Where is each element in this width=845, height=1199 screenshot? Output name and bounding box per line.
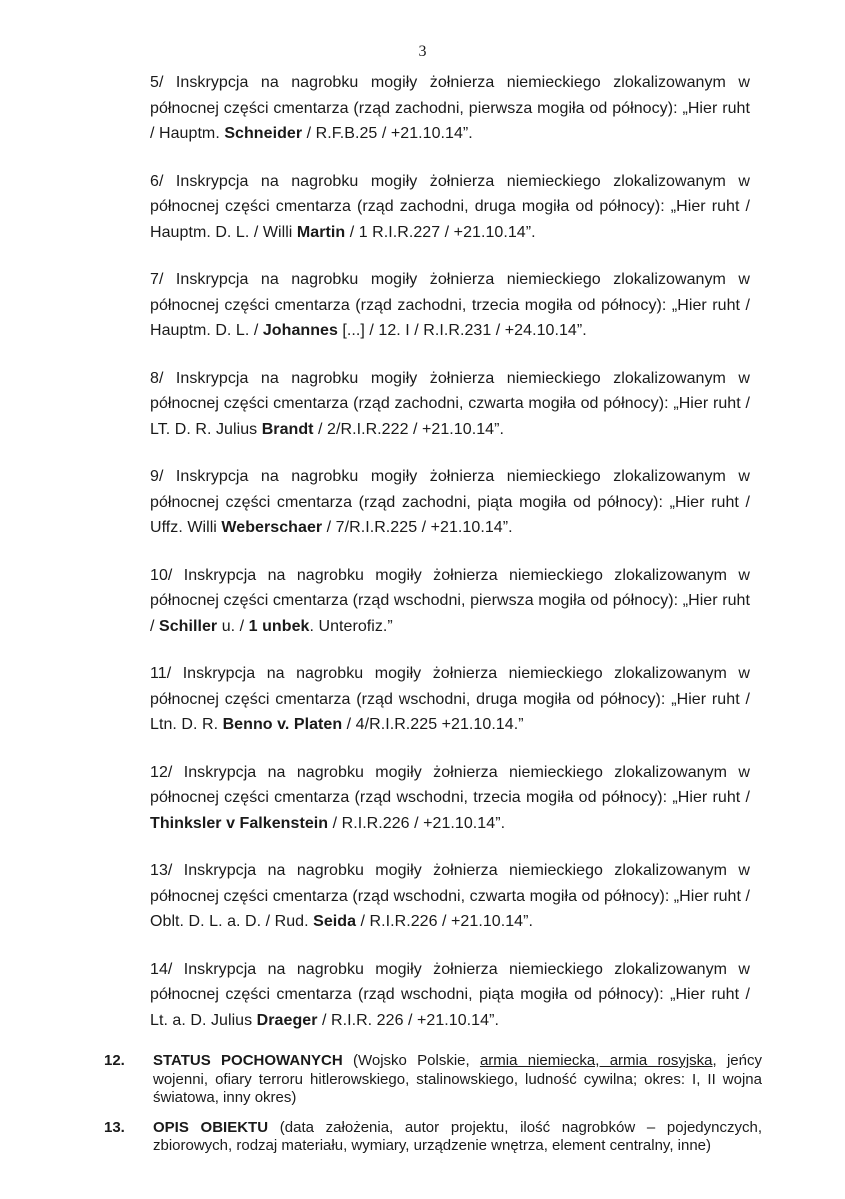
inscription-text: 13/ Inskrypcja na nagrobku mogiły żołnierza niemieckiego zlokalizowanym w północnej części cmentarza (rząd wschodni, czwarta mogiła od północy): „Hier ruht / Oblt. D. L. a. D. / Rud. bbox=[150, 862, 750, 930]
inscription-text: 14/ Inskrypcja na nagrobku mogiły żołnierza niemieckiego zlokalizowanym w północnej części cmentarza (rząd wschodni, piąta mogiła od północy): „Hier ruht / Lt. a. D. Julius bbox=[150, 960, 750, 1029]
inscription-entry-10 bbox=[150, 563, 750, 640]
section-text-end: , jeńcy wojenni, ofiary terroru hitlerowskiego, stalinowskiego, ludność cywilna; okres: I, II wojna światowa, inny okres) bbox=[153, 1052, 762, 1106]
inscription-text-mid: u. / bbox=[217, 617, 249, 635]
inscription-text-end: / R.I.R.226 / +21.10.14”. bbox=[328, 814, 506, 832]
section-description bbox=[104, 1119, 762, 1156]
soldier-name-second: 1 unbek bbox=[248, 617, 310, 635]
soldier-name: Thinksler v Falkenstein bbox=[150, 814, 329, 832]
inscription-text-end: / 4/R.I.R.225 +21.10.14.” bbox=[342, 716, 524, 733]
soldier-name: Brandt bbox=[261, 420, 314, 438]
section-number: 12. bbox=[104, 1052, 125, 1069]
inscription-entry-12 bbox=[150, 760, 750, 837]
soldier-name: Schneider bbox=[224, 125, 303, 142]
soldier-name: Seida bbox=[313, 913, 357, 930]
inscription-text-end: / 7/R.I.R.225 / +21.10.14”. bbox=[322, 519, 513, 536]
inscription-entry-13 bbox=[150, 858, 750, 935]
inscription-text-end: / R.F.B.25 / +21.10.14”. bbox=[302, 125, 473, 142]
inscription-text: 10/ Inskrypcja na nagrobku mogiły żołnierza niemieckiego zlokalizowanym w północnej części cmentarza (rząd wschodni, pierwsza mogiła od północy): „Hier ruht / bbox=[150, 566, 750, 635]
inscription-text-end: / R.I.R.226 / +21.10.14”. bbox=[356, 913, 533, 930]
section-text: (Wojsko Polskie, bbox=[342, 1052, 480, 1069]
inscription-entry-9 bbox=[150, 464, 750, 541]
soldier-name: Martin bbox=[296, 223, 346, 241]
inscription-entry-5 bbox=[150, 70, 750, 147]
inscription-entry-11 bbox=[150, 661, 750, 738]
inscription-text: 9/ Inskrypcja na nagrobku mogiły żołnierza niemieckiego zlokalizowanym w północnej części cmentarza (rząd zachodni, piąta mogiła od północy): „Hier ruht / Uffz. Willi bbox=[150, 468, 750, 536]
page-number: 3 bbox=[418, 43, 427, 60]
inscription-text: 6/ Inskrypcja na nagrobku mogiły żołnierza niemieckiego zlokalizowanym w północnej części cmentarza (rząd zachodni, druga mogiła od północy): „Hier ruht / Hauptm. D. L. / Willi bbox=[150, 172, 750, 241]
soldier-name: Benno v. Platen bbox=[222, 716, 343, 733]
inscription-text-end: . Unterofiz.” bbox=[309, 617, 393, 635]
section-title: OPIS OBIEKTU bbox=[153, 1118, 269, 1136]
soldier-name: Johannes bbox=[262, 322, 338, 339]
section-body bbox=[153, 1119, 762, 1156]
inscription-entry-14 bbox=[150, 957, 750, 1034]
section-status bbox=[104, 1052, 762, 1108]
inscription-text-end: [...] / 12. I / R.I.R.231 / +24.10.14”. bbox=[337, 322, 587, 339]
section-title: STATUS POCHOWANYCH bbox=[153, 1052, 343, 1069]
inscription-entry-8 bbox=[150, 366, 750, 443]
soldier-name: Schiller bbox=[159, 617, 218, 635]
soldier-name: Draeger bbox=[256, 1011, 318, 1029]
inscription-text: 8/ Inskrypcja na nagrobku mogiły żołnierza niemieckiego zlokalizowanym w północnej części cmentarza (rząd zachodni, czwarta mogiła od północy): „Hier ruht / LT. D. R. Julius bbox=[150, 369, 750, 438]
soldier-name: Weberschaer bbox=[221, 519, 323, 536]
inscription-text-end: / 2/R.I.R.222 / +21.10.14”. bbox=[313, 420, 504, 438]
inscription-text-end: / R.I.R. 226 / +21.10.14”. bbox=[317, 1011, 499, 1029]
inscription-text: 12/ Inskrypcja na nagrobku mogiły żołnierza niemieckiego zlokalizowanym w północnej części cmentarza (rząd wschodni, trzecia mogiła od północy): „Hier ruht / bbox=[150, 763, 750, 806]
inscription-entry-6 bbox=[150, 169, 750, 246]
section-body bbox=[153, 1052, 762, 1108]
inscription-text-end: / 1 R.I.R.227 / +21.10.14”. bbox=[345, 223, 536, 241]
inscription-text: 7/ Inskrypcja na nagrobku mogiły żołnierza niemieckiego zlokalizowanym w północnej części cmentarza (rząd zachodni, trzecia mogiła od północy): „Hier ruht / Hauptm. D. L. / bbox=[150, 271, 750, 339]
inscription-entry-7 bbox=[150, 267, 750, 344]
inscription-list bbox=[150, 70, 750, 1055]
form-sections bbox=[104, 1052, 762, 1167]
section-underlined-text: armia niemiecka, armia rosyjska bbox=[479, 1052, 713, 1069]
inscription-text: 11/ Inskrypcja na nagrobku mogiły żołnierza niemieckiego zlokalizowanym w północnej części cmentarza (rząd wschodni, druga mogiła od północy): „Hier ruht / Ltn. D. R. bbox=[150, 665, 750, 733]
inscription-text: 5/ Inskrypcja na nagrobku mogiły żołnierza niemieckiego zlokalizowanym w północnej części cmentarza (rząd zachodni, pierwsza mogiła od północy): „Hier ruht / Hauptm. bbox=[150, 74, 750, 142]
section-text: (data założenia, autor projektu, ilość nagrobków – pojedynczych, zbiorowych, rodzaj materiału, wymiary, urządzenie wnętrza, element centralny, inne) bbox=[153, 1118, 762, 1154]
section-number: 13. bbox=[104, 1118, 125, 1136]
